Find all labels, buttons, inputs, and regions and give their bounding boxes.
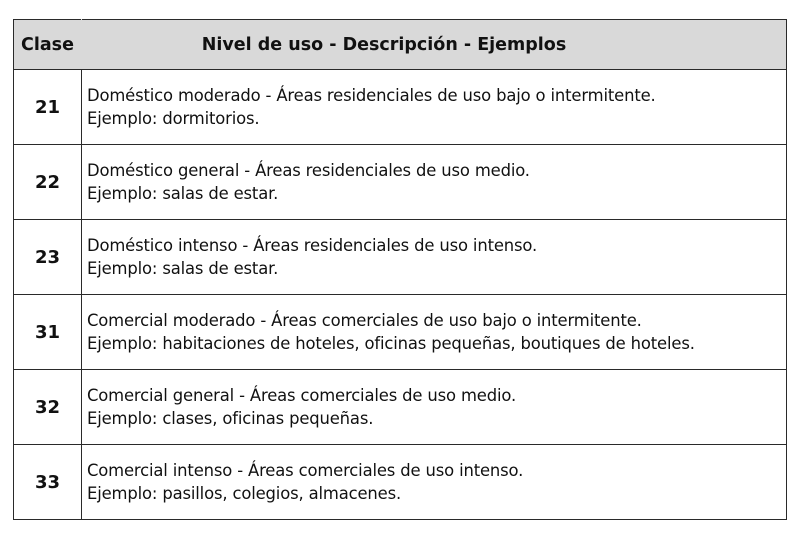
table-row: [14, 370, 787, 445]
usage-class-table: [13, 19, 787, 520]
header-nivel-de-uso: Nivel de uso - Descripción - Ejemplos: [82, 20, 787, 70]
class-example: Ejemplo: pasillos, colegios, almacenes.: [87, 484, 402, 503]
class-description-cell: [82, 220, 787, 295]
class-example: Ejemplo: dormitorios.: [87, 109, 260, 128]
class-description-cell: [82, 370, 787, 445]
class-description-cell: [82, 70, 787, 145]
class-example: Ejemplo: habitaciones de hoteles, oficinas pequeñas, boutiques de hoteles.: [87, 334, 695, 353]
class-example: Ejemplo: salas de estar.: [87, 184, 279, 203]
class-code: 32: [14, 370, 82, 445]
class-example: Ejemplo: salas de estar.: [87, 259, 279, 278]
class-description-cell: [82, 145, 787, 220]
class-description: Doméstico moderado - Áreas residenciales de uso bajo o intermitente.: [87, 86, 656, 105]
header-row: [14, 20, 787, 70]
class-description: Comercial general - Áreas comerciales de uso medio.: [87, 386, 517, 405]
class-code: 31: [14, 295, 82, 370]
table-header: [14, 20, 787, 70]
class-example: Ejemplo: clases, oficinas pequeñas.: [87, 409, 374, 428]
table-row: [14, 70, 787, 145]
table-row: [14, 145, 787, 220]
class-description: Doméstico general - Áreas residenciales de uso medio.: [87, 161, 530, 180]
class-code: 23: [14, 220, 82, 295]
class-code: 21: [14, 70, 82, 145]
table-row: [14, 220, 787, 295]
class-description: Doméstico intenso - Áreas residenciales de uso intenso.: [87, 236, 538, 255]
class-description: Comercial intenso - Áreas comerciales de uso intenso.: [87, 461, 524, 480]
header-clase: Clase: [14, 20, 82, 70]
class-description: Comercial moderado - Áreas comerciales de uso bajo o intermitente.: [87, 311, 642, 330]
class-code: 33: [14, 445, 82, 520]
class-description-cell: [82, 445, 787, 520]
table-row: [14, 295, 787, 370]
table-body: [14, 70, 787, 520]
class-description-cell: [82, 295, 787, 370]
table-row: [14, 445, 787, 520]
class-code: 22: [14, 145, 82, 220]
